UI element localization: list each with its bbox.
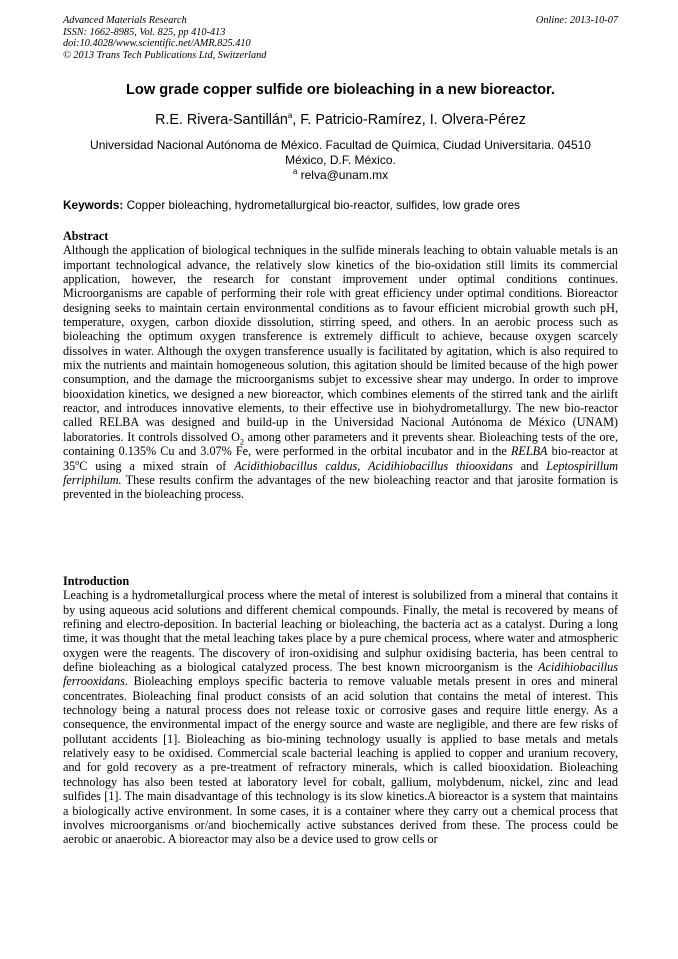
introduction-paragraph (63, 588, 618, 846)
journal-header (63, 15, 618, 61)
abstract-text-1: Although the application of biological techniques in the sulfide minerals leaching to obtain valuable metals is an important technological advance, the relatively slow kinetics of the bio-oxidation still limits its commercial application, however, the research for constant improvement under optimal conditions continues. Microorganisms are capable of performing their role with great efficiency under optimal conditions. Bioreactor designing seeks to maintain certain environmental conditions as to favour efficient microbial growth such pH, temperature, oxygen, carbon dioxide dissolution, stirring speed, and others. In an aerobic process such as bioleaching the optimum oxygen transference is extremely difficult to achieve, because oxygen scarcely dissolves in water. Although the oxygen transference usually is facilitated by agitation, which is also required to mix the nutrients and maintain homogeneous solution, this agitation should be limited because of the high power consumption, and the damage the microorganisms subjet to excessive shear may undergo. In order to improve biooxidation kinetics, we designed a new bioreactor, which combines elements of the stirred tank and the airlift reactor, and introduces innovative elements, to their effective use in biohydrometallurgy. The new bio-reactor called RELBA was designed and build-up in the Universidad Nacional Autónoma de México (UNAM) laboratories. It controls dissolved O (63, 243, 618, 444)
abstract-text-7: These results confirm the advantages of the new bioleaching reactor and that jarosite formation is prevented in the bioleaching process. (63, 472, 618, 502)
species-thiooxidans: Acidihiobacillus thiooxidans (368, 458, 513, 473)
abstract-text-2: among other parameters and it prevents shear. Bioleaching tests of the ore, containing 0.135% Cu and 3.07% Fe, were performed in the orbital incubator and in the (63, 429, 618, 459)
abstract-section (63, 229, 618, 502)
abstract-text-4: C using a mixed strain of (79, 458, 235, 473)
affiliation (63, 138, 618, 182)
abstract-paragraph (63, 243, 618, 501)
keywords-label: Keywords: (63, 198, 124, 212)
introduction-heading: Introduction (63, 574, 130, 588)
introduction-section (63, 574, 618, 847)
author-others: , F. Patricio-Ramírez, I. Olvera-Pérez (292, 112, 526, 128)
affiliation-line-1: Universidad Nacional Autónoma de México. Facultad de Química, Ciudad Universitaria. 04510 (90, 138, 591, 152)
species-ferriphilum: Leptospirillum ferriphilum. (63, 458, 619, 487)
degree-superscript: o (75, 457, 80, 467)
doi-line: doi:10.4028/www.scientific.net/AMR.825.410 (63, 38, 251, 49)
intro-text-1: Leaching is a hydrometallurgical process where the metal of interest is solubilized from a mineral that contains it by using aqueous acid solutions and different chemical compounds. Finally, the metal is recovered by means of refining and electro-deposition. In bacterial leaching or bioleaching, the bacteria act as a catalyst. During a long time, it was thought that the metal leaching takes place by a pure chemical process, where water and atmospheric oxygen were the reagents. The discovery of iron-oxidising and sulphur oxidising bacteria, has been central to define bioleaching as a biological catalyzed process. The best known microorganism is the (63, 588, 618, 675)
abstract-text-5: , (357, 458, 369, 473)
author-first-superscript: a (287, 111, 293, 121)
abstract-text-6: and (512, 458, 547, 473)
intro-text-2: . Bioleaching employs specific bacteria to remove valuable metals present in ores and mineral concentrates. Bioleaching final product consists of an acid solution that contains the metal of interest. This technology being a natural process does not release toxic or corrosive gases and require little energy. As a consequence, the environmental impact of the energy source and waste are negligible, and there are few risks of pollutant accidents [1]. Bioleaching as bio-mining technology usually is applied to base metals and metals relatively easy to be oxidised. Commercial scale bacterial leaching is applied to copper and uranium recovery, and for gold recovery as a pre-treatment of refractory minerals, which is called biooxidation. Bioleaching technology has also been tested at laboratory level for cobalt, gallium, molybdenum, nickel, zinc and lead sulfides [1]. The main disadvantage of this technology is its slow kinetics.A bioreactor is a system that maintains a biologically active environment. In some cases, it is a container where they carry out a chemical process that involves microorganisms or/and biochemically active substances derived from these. The process could be aerobic or anaerobic. A bioreactor may also be a device used to grow cells or (63, 674, 618, 847)
relba-italic: RELBA (510, 444, 548, 459)
author-first: R.E. Rivera-Santillán (155, 112, 288, 128)
author-list (63, 111, 618, 129)
journal-name: Advanced Materials Research (63, 15, 187, 26)
abstract-text-3: bio-reactor at 35 (63, 444, 618, 473)
o2-subscript: 2 (239, 437, 244, 447)
keywords (63, 198, 618, 212)
paper-title: Low grade copper sulfide ore bioleaching in a new bioreactor. (126, 82, 555, 98)
keywords-text: Copper bioleaching, hydrometallurgical bio-reactor, sulfides, low grade ores (123, 198, 521, 212)
email-superscript: a (292, 166, 298, 176)
online-date: Online: 2013-10-07 (535, 15, 618, 26)
species-caldus: Acidithiobacillus caldus (234, 458, 358, 473)
abstract-heading: Abstract (63, 229, 109, 243)
author-email (63, 168, 618, 183)
copyright-line: © 2013 Trans Tech Publications Ltd, Switzerland (63, 49, 267, 61)
species-ferrooxidans: Acidihiobacillus ferrooxidans (63, 660, 618, 689)
email-address: relva@unam.mx (297, 167, 389, 182)
affiliation-line-2: México, D.F. México. (285, 152, 396, 167)
issn-line: ISSN: 1662-8985, Vol. 825, pp 410-413 (63, 26, 226, 38)
